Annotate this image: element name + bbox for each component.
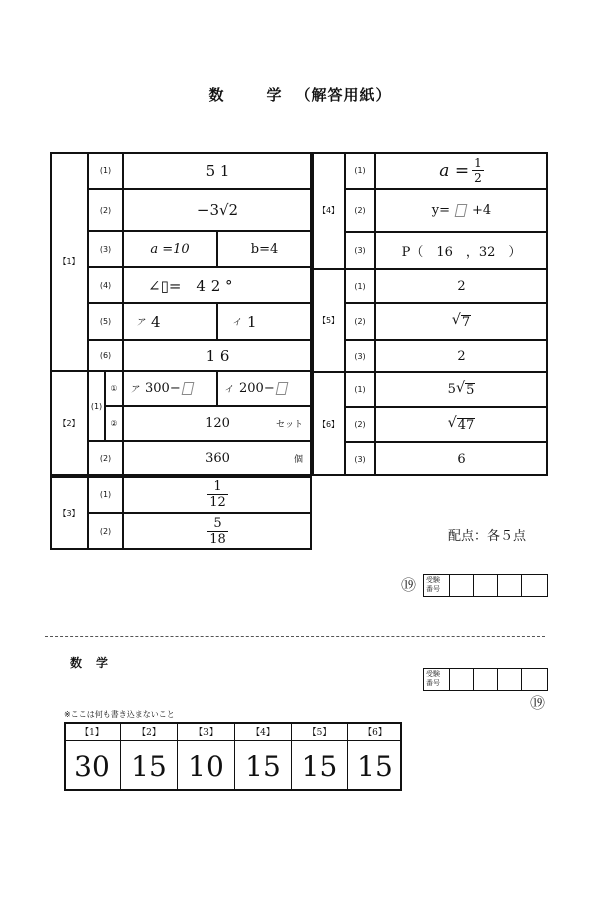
s5-q3-num: (3) xyxy=(345,340,375,372)
fraction: $\frac{1}{12}$ xyxy=(209,479,226,510)
s1-q5-left: ア 4 xyxy=(123,303,217,340)
cut-line xyxy=(45,636,545,637)
s4-q3-num: (3) xyxy=(345,232,375,269)
s2-q1-2-answer: 120 セット xyxy=(123,406,312,441)
s1-q5-right: イ 1 xyxy=(217,303,312,340)
s2-q1-2-mark: ② xyxy=(105,406,123,441)
points-note: 配点：各５点 xyxy=(448,529,527,544)
section-6-label: 【6】 xyxy=(312,372,345,476)
s1-q2-num: (2) xyxy=(88,189,123,231)
s2-q1-1-mark: ① xyxy=(105,371,123,406)
divider xyxy=(521,669,522,690)
s1-q1-answer: 5 1 xyxy=(123,152,312,189)
divider xyxy=(449,575,450,596)
s3-q1-answer xyxy=(123,476,312,513)
section-2-label: 【2】 xyxy=(50,371,88,476)
divider xyxy=(473,669,474,690)
s4-q1-answer: a = $\frac{1}{2}$ xyxy=(375,152,548,189)
divider xyxy=(449,669,450,690)
s1-q6-answer: 1 6 xyxy=(123,340,312,371)
s1-q3-num: (3) xyxy=(88,231,123,267)
score-label-1: 【1】 xyxy=(80,727,104,738)
s1-q4-num: (4) xyxy=(88,267,123,303)
s5-q3-answer: 2 xyxy=(375,340,548,372)
s6-q3-answer: 6 xyxy=(375,442,548,476)
s3-q1-num: (1) xyxy=(88,476,123,513)
s1-q5-num: (5) xyxy=(88,303,123,340)
fraction: $\frac{1}{2}$ xyxy=(474,156,482,185)
exam-number-label: 受験 番号 xyxy=(426,670,440,687)
s1-q4-answer: ∠▯= 4 2 ° xyxy=(123,267,312,303)
score-label-6: 【6】 xyxy=(363,727,387,738)
s4-q1-num: (1) xyxy=(345,152,375,189)
s3-q2-num: (2) xyxy=(88,513,123,550)
score-label-4: 【4】 xyxy=(251,727,275,738)
divider xyxy=(497,669,498,690)
section-4-label: 【4】 xyxy=(312,152,345,269)
s2-q1-1-a: ア 300− xyxy=(123,371,217,406)
fraction: $\frac{5}{18}$ xyxy=(209,516,226,547)
sqrt-expression: √ 5 xyxy=(455,380,475,399)
sqrt-expression: √ 7 xyxy=(451,312,471,331)
bottom-subject: 数 学 xyxy=(70,656,110,670)
score-value-5: 15 xyxy=(301,749,338,783)
blank-box-icon xyxy=(455,204,468,217)
page-title: 数 学（解答用紙） xyxy=(208,86,392,104)
blank-box-icon xyxy=(181,382,194,395)
s6-q2-answer xyxy=(375,407,548,442)
score-value-2: 15 xyxy=(131,749,167,783)
exam-number-label: 受験 番号 xyxy=(426,576,440,593)
score-value-1: 30 xyxy=(74,749,110,783)
s5-q2-num: (2) xyxy=(345,303,375,340)
section-5-label: 【5】 xyxy=(312,269,345,372)
section-1-label: 【1】 xyxy=(50,152,88,371)
blank-box-icon xyxy=(275,382,288,395)
s2-q2-num: (2) xyxy=(88,441,123,476)
s5-q2-answer xyxy=(375,303,548,340)
s4-q2-num: (2) xyxy=(345,189,375,232)
s2-q2-answer: 360 個 xyxy=(123,441,312,476)
s5-q1-num: (1) xyxy=(345,269,375,303)
s1-q3-left: a =10 xyxy=(123,231,217,267)
score-label-3: 【3】 xyxy=(194,727,218,738)
no-write-notice: ※ここは何も書き込まないこと xyxy=(64,710,175,719)
exam-number-mark-bottom: ⑲ xyxy=(530,694,546,712)
score-label-5: 【5】 xyxy=(307,727,332,738)
s6-q3-num: (3) xyxy=(345,442,375,476)
score-value-3: 10 xyxy=(188,749,224,783)
s3-q2-answer xyxy=(123,513,312,550)
s1-q1-num: (1) xyxy=(88,152,123,189)
exam-number-mark: ⑲ xyxy=(401,576,417,594)
s1-q2-answer: −3√2 xyxy=(123,189,312,231)
sqrt-expression: √ 47 xyxy=(447,415,475,434)
divider xyxy=(497,575,498,596)
s6-q1-answer: 5 √ 5 xyxy=(375,372,548,407)
s1-q6-num: (6) xyxy=(88,340,123,371)
score-value-6: 15 xyxy=(357,749,393,783)
exam-number-box xyxy=(423,574,548,597)
s6-q1-num: (1) xyxy=(345,372,375,407)
s4-q2-answer: y= +4 xyxy=(375,189,548,232)
s4-q3-answer: P（ 16 ，32 ） xyxy=(375,232,548,269)
score-label-2: 【2】 xyxy=(137,727,161,738)
s2-q1-num: (1) xyxy=(88,371,105,441)
score-value-4: 15 xyxy=(245,749,281,783)
s6-q2-num: (2) xyxy=(345,407,375,442)
divider xyxy=(521,575,522,596)
s2-q1-1-b: イ 200− xyxy=(217,371,312,406)
section-3-label: 【3】 xyxy=(50,476,88,550)
exam-number-box-bottom xyxy=(423,668,548,691)
s1-q3-right: b=4 xyxy=(217,231,312,267)
divider xyxy=(473,575,474,596)
s5-q1-answer: 2 xyxy=(375,269,548,303)
